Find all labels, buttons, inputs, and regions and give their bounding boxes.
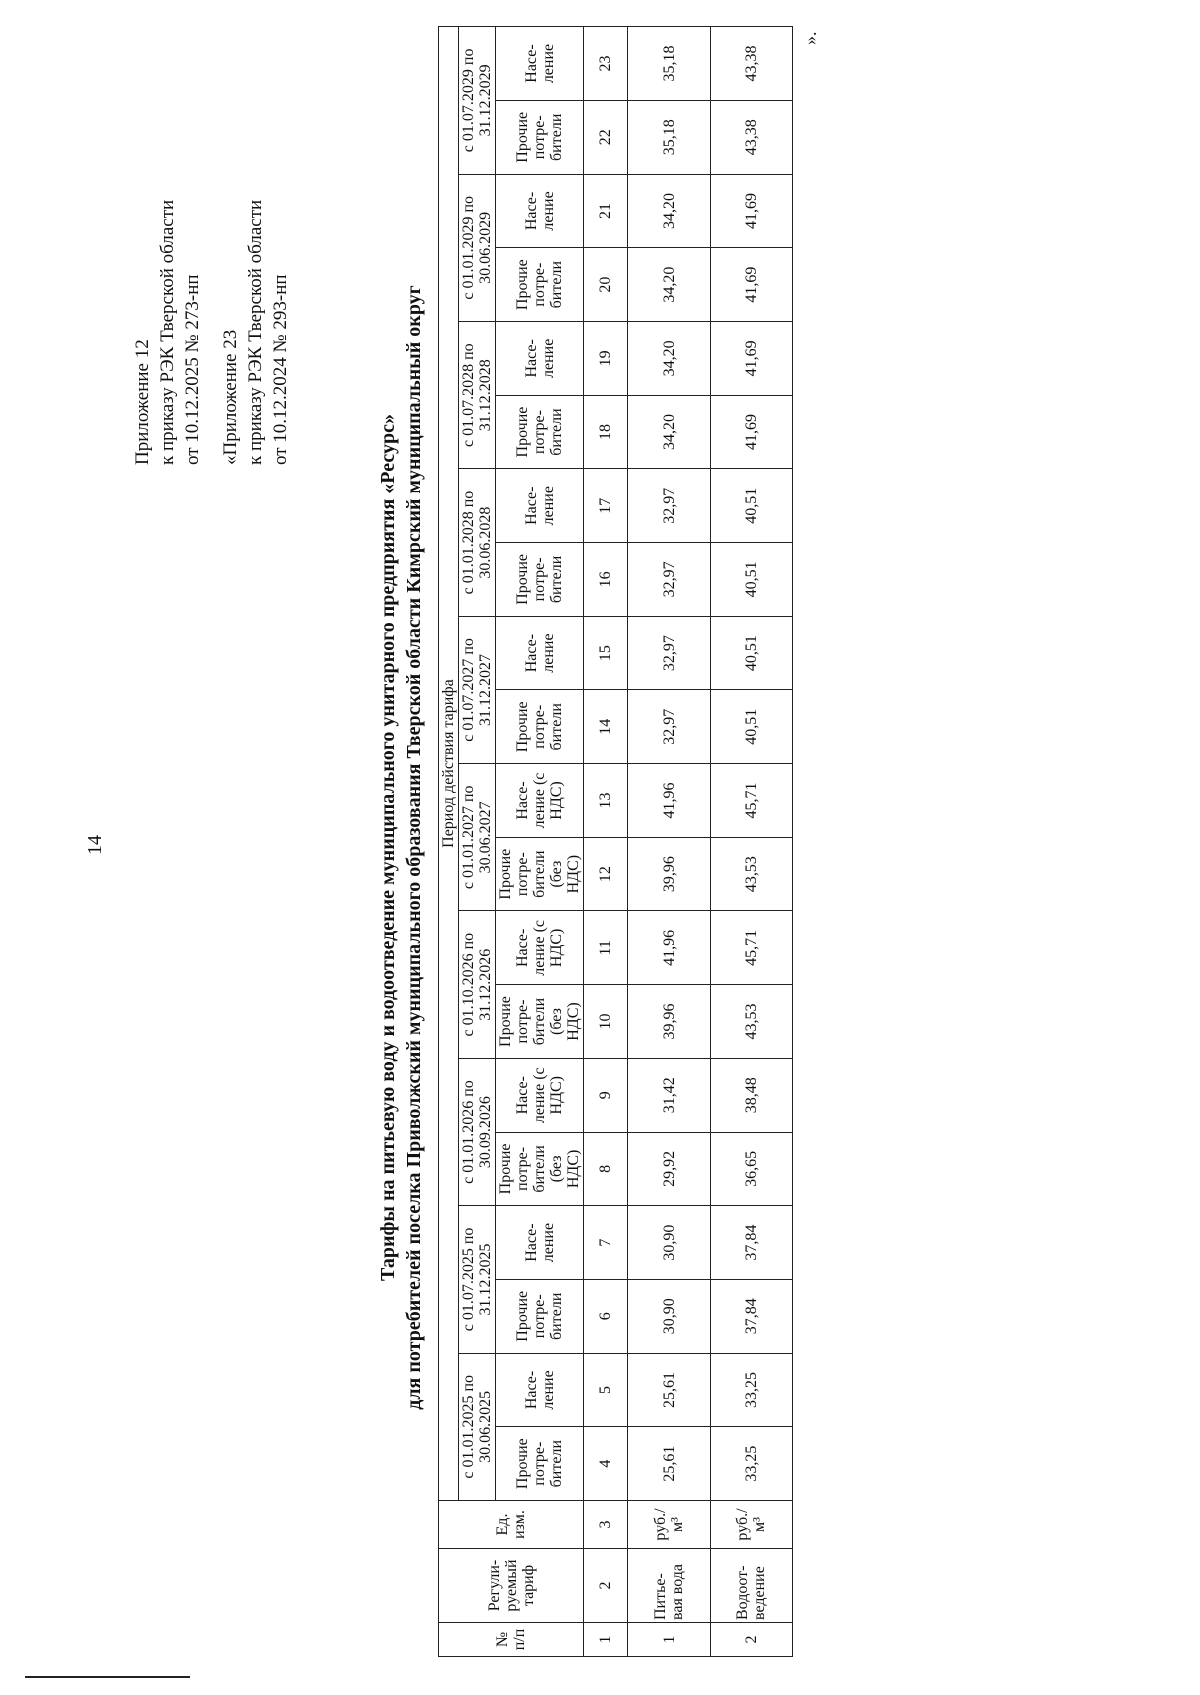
header-consumer-18: Насе- ление xyxy=(496,174,584,248)
header-no: № п/п xyxy=(439,1623,584,1657)
approval-current-line2: к приказу РЭК Тверской области xyxy=(157,199,178,465)
header-period-3: с 01.01.2026 по 30.09.2026 xyxy=(459,1058,496,1205)
tariff-value: 41,69 xyxy=(710,395,792,469)
header-tariff: Регули- руемый тариф xyxy=(439,1549,584,1623)
header-row-period xyxy=(439,27,459,1657)
tariff-value: 41,69 xyxy=(710,322,792,396)
column-number: 5 xyxy=(584,1353,628,1427)
header-period: Период действия тарифа xyxy=(439,27,459,1501)
header-consumer-4: Насе- ление xyxy=(496,1206,584,1280)
tariff-value: 34,20 xyxy=(628,322,710,396)
tariff-value: 43,53 xyxy=(710,837,792,911)
approval-previous-line2: к приказу РЭК Тверской области xyxy=(245,199,266,465)
column-number: 3 xyxy=(584,1501,628,1549)
row-number: 2 xyxy=(710,1623,792,1657)
tariff-value: 34,20 xyxy=(628,174,710,248)
approval-current-line3: от 10.12.2025 № 273-нп xyxy=(182,274,203,465)
header-period-4: с 01.10.2026 по 31.12.2026 xyxy=(459,911,496,1058)
header-consumer-13: Прочие потре- бители xyxy=(496,543,584,617)
tariff-value: 25,61 xyxy=(628,1427,710,1501)
tariff-value: 45,71 xyxy=(710,764,792,838)
approval-current-line1: Приложение 12 xyxy=(132,339,153,465)
tariff-value: 32,97 xyxy=(628,469,710,543)
tariff-value: 31,42 xyxy=(628,1058,710,1132)
header-period-10: с 01.07.2029 по 31.12.2029 xyxy=(459,27,496,175)
tariff-value: 43,38 xyxy=(710,100,792,174)
header-unit: Ед. изм. xyxy=(439,1501,584,1549)
tariff-value: 36,65 xyxy=(710,1132,792,1206)
column-number: 20 xyxy=(584,248,628,322)
column-number: 19 xyxy=(584,322,628,396)
tariff-value: 41,69 xyxy=(710,174,792,248)
column-number: 4 xyxy=(584,1427,628,1501)
header-consumer-11: Прочие потре- бители xyxy=(496,690,584,764)
tariff-value: 35,18 xyxy=(628,100,710,174)
tariff-value: 32,97 xyxy=(628,543,710,617)
header-consumer-1: Прочие потре- бители xyxy=(496,1427,584,1501)
tariff-value: 32,97 xyxy=(628,690,710,764)
header-consumer-8: Насе- ление (с НДС) xyxy=(496,911,584,985)
column-number: 16 xyxy=(584,543,628,617)
closing-quote: ». xyxy=(800,31,820,45)
header-row-dates xyxy=(459,27,496,1657)
header-consumer-16: Насе- ление xyxy=(496,322,584,396)
column-number-row xyxy=(584,27,628,1657)
header-period-1: с 01.01.2025 по 30.06.2025 xyxy=(459,1353,496,1500)
header-consumer-19: Прочие потре- бители xyxy=(496,100,584,174)
tariff-value: 32,97 xyxy=(628,616,710,690)
table-row xyxy=(710,27,792,1657)
header-consumer-14: Насе- ление xyxy=(496,469,584,543)
tariff-value: 35,18 xyxy=(628,27,710,101)
header-period-7: с 01.01.2028 по 30.06.2028 xyxy=(459,469,496,616)
title-line1: Тарифы на питьевую воду и водоотведение муниципального унитарного предприятия «Ресурс» xyxy=(377,414,399,1281)
column-number: 9 xyxy=(584,1058,628,1132)
tariff-value: 37,84 xyxy=(710,1206,792,1280)
header-consumer-6: Насе- ление (с НДС) xyxy=(496,1058,584,1132)
column-number: 14 xyxy=(584,690,628,764)
column-number: 12 xyxy=(584,837,628,911)
header-consumer-9: Прочие потре- бители (без НДС) xyxy=(496,837,584,911)
column-number: 1 xyxy=(584,1623,628,1657)
tariff-value: 40,51 xyxy=(710,690,792,764)
column-number: 13 xyxy=(584,764,628,838)
header-consumer-2: Насе- ление xyxy=(496,1353,584,1427)
tariff-table xyxy=(438,26,793,1657)
header-consumer-20: Насе- ление xyxy=(496,27,584,101)
column-number: 11 xyxy=(584,911,628,985)
header-period-6: с 01.07.2027 по 31.12.2027 xyxy=(459,616,496,763)
row-tariff-name: Питье- вая вода xyxy=(628,1549,710,1623)
tariff-value: 40,51 xyxy=(710,543,792,617)
header-row-consumers xyxy=(496,27,584,1657)
header-consumer-17: Прочие потре- бители xyxy=(496,248,584,322)
column-number: 22 xyxy=(584,100,628,174)
header-period-8: с 01.07.2028 по 31.12.2028 xyxy=(459,322,496,469)
footer-rule xyxy=(0,1665,200,1695)
column-number: 15 xyxy=(584,616,628,690)
tariff-value: 45,71 xyxy=(710,911,792,985)
header-period-9: с 01.01.2029 по 30.06.2029 xyxy=(459,174,496,321)
tariff-value: 40,51 xyxy=(710,469,792,543)
column-number: 6 xyxy=(584,1279,628,1353)
tariff-value: 25,61 xyxy=(628,1353,710,1427)
tariff-value: 43,38 xyxy=(710,27,792,101)
tariff-value: 40,51 xyxy=(710,616,792,690)
header-consumer-7: Прочие потре- бители (без НДС) xyxy=(496,985,584,1059)
header-consumer-3: Прочие потре- бители xyxy=(496,1279,584,1353)
header-period-5: с 01.01.2027 по 30.06.2027 xyxy=(459,764,496,911)
tariff-value: 43,53 xyxy=(710,985,792,1059)
title-line2: для потребителей поселка Приволжский муниципального образования Тверской области Кимрский муниципальный округ xyxy=(403,285,425,1410)
tariff-value: 37,84 xyxy=(710,1279,792,1353)
row-unit: руб./ м³ xyxy=(628,1501,710,1549)
tariff-value: 30,90 xyxy=(628,1206,710,1280)
column-number: 23 xyxy=(584,27,628,101)
tariff-value: 38,48 xyxy=(710,1058,792,1132)
header-consumer-5: Прочие потре- бители (без НДС) xyxy=(496,1132,584,1206)
row-number: 1 xyxy=(628,1623,710,1657)
column-number: 7 xyxy=(584,1206,628,1280)
row-unit: руб./ м³ xyxy=(710,1501,792,1549)
column-number: 10 xyxy=(584,985,628,1059)
tariff-value: 33,25 xyxy=(710,1427,792,1501)
tariff-value: 39,96 xyxy=(628,837,710,911)
row-tariff-name: Водоот- ведение xyxy=(710,1549,792,1623)
approval-previous-line3: от 10.12.2024 № 293-нп xyxy=(270,274,291,465)
approval-current xyxy=(130,35,205,465)
tariff-value: 29,92 xyxy=(628,1132,710,1206)
tariff-value: 41,69 xyxy=(710,248,792,322)
tariff-value: 41,96 xyxy=(628,764,710,838)
header-consumer-10: Насе- ление (с НДС) xyxy=(496,764,584,838)
document-title xyxy=(375,0,427,1695)
column-number: 18 xyxy=(584,395,628,469)
tariff-value: 39,96 xyxy=(628,985,710,1059)
header-consumer-15: Прочие потре- бители xyxy=(496,395,584,469)
column-number: 2 xyxy=(584,1549,628,1623)
tariff-value: 34,20 xyxy=(628,395,710,469)
table-row xyxy=(628,27,710,1657)
column-number: 17 xyxy=(584,469,628,543)
page-number: 14 xyxy=(84,835,106,855)
tariff-value: 41,96 xyxy=(628,911,710,985)
header-consumer-12: Насе- ление xyxy=(496,616,584,690)
column-number: 21 xyxy=(584,174,628,248)
tariff-value: 33,25 xyxy=(710,1353,792,1427)
approval-previous-line1: «Приложение 23 xyxy=(220,329,241,465)
header-period-2: с 01.07.2025 по 31.12.2025 xyxy=(459,1206,496,1353)
tariff-value: 34,20 xyxy=(628,248,710,322)
column-number: 8 xyxy=(584,1132,628,1206)
approval-previous xyxy=(218,35,293,465)
tariff-value: 30,90 xyxy=(628,1279,710,1353)
